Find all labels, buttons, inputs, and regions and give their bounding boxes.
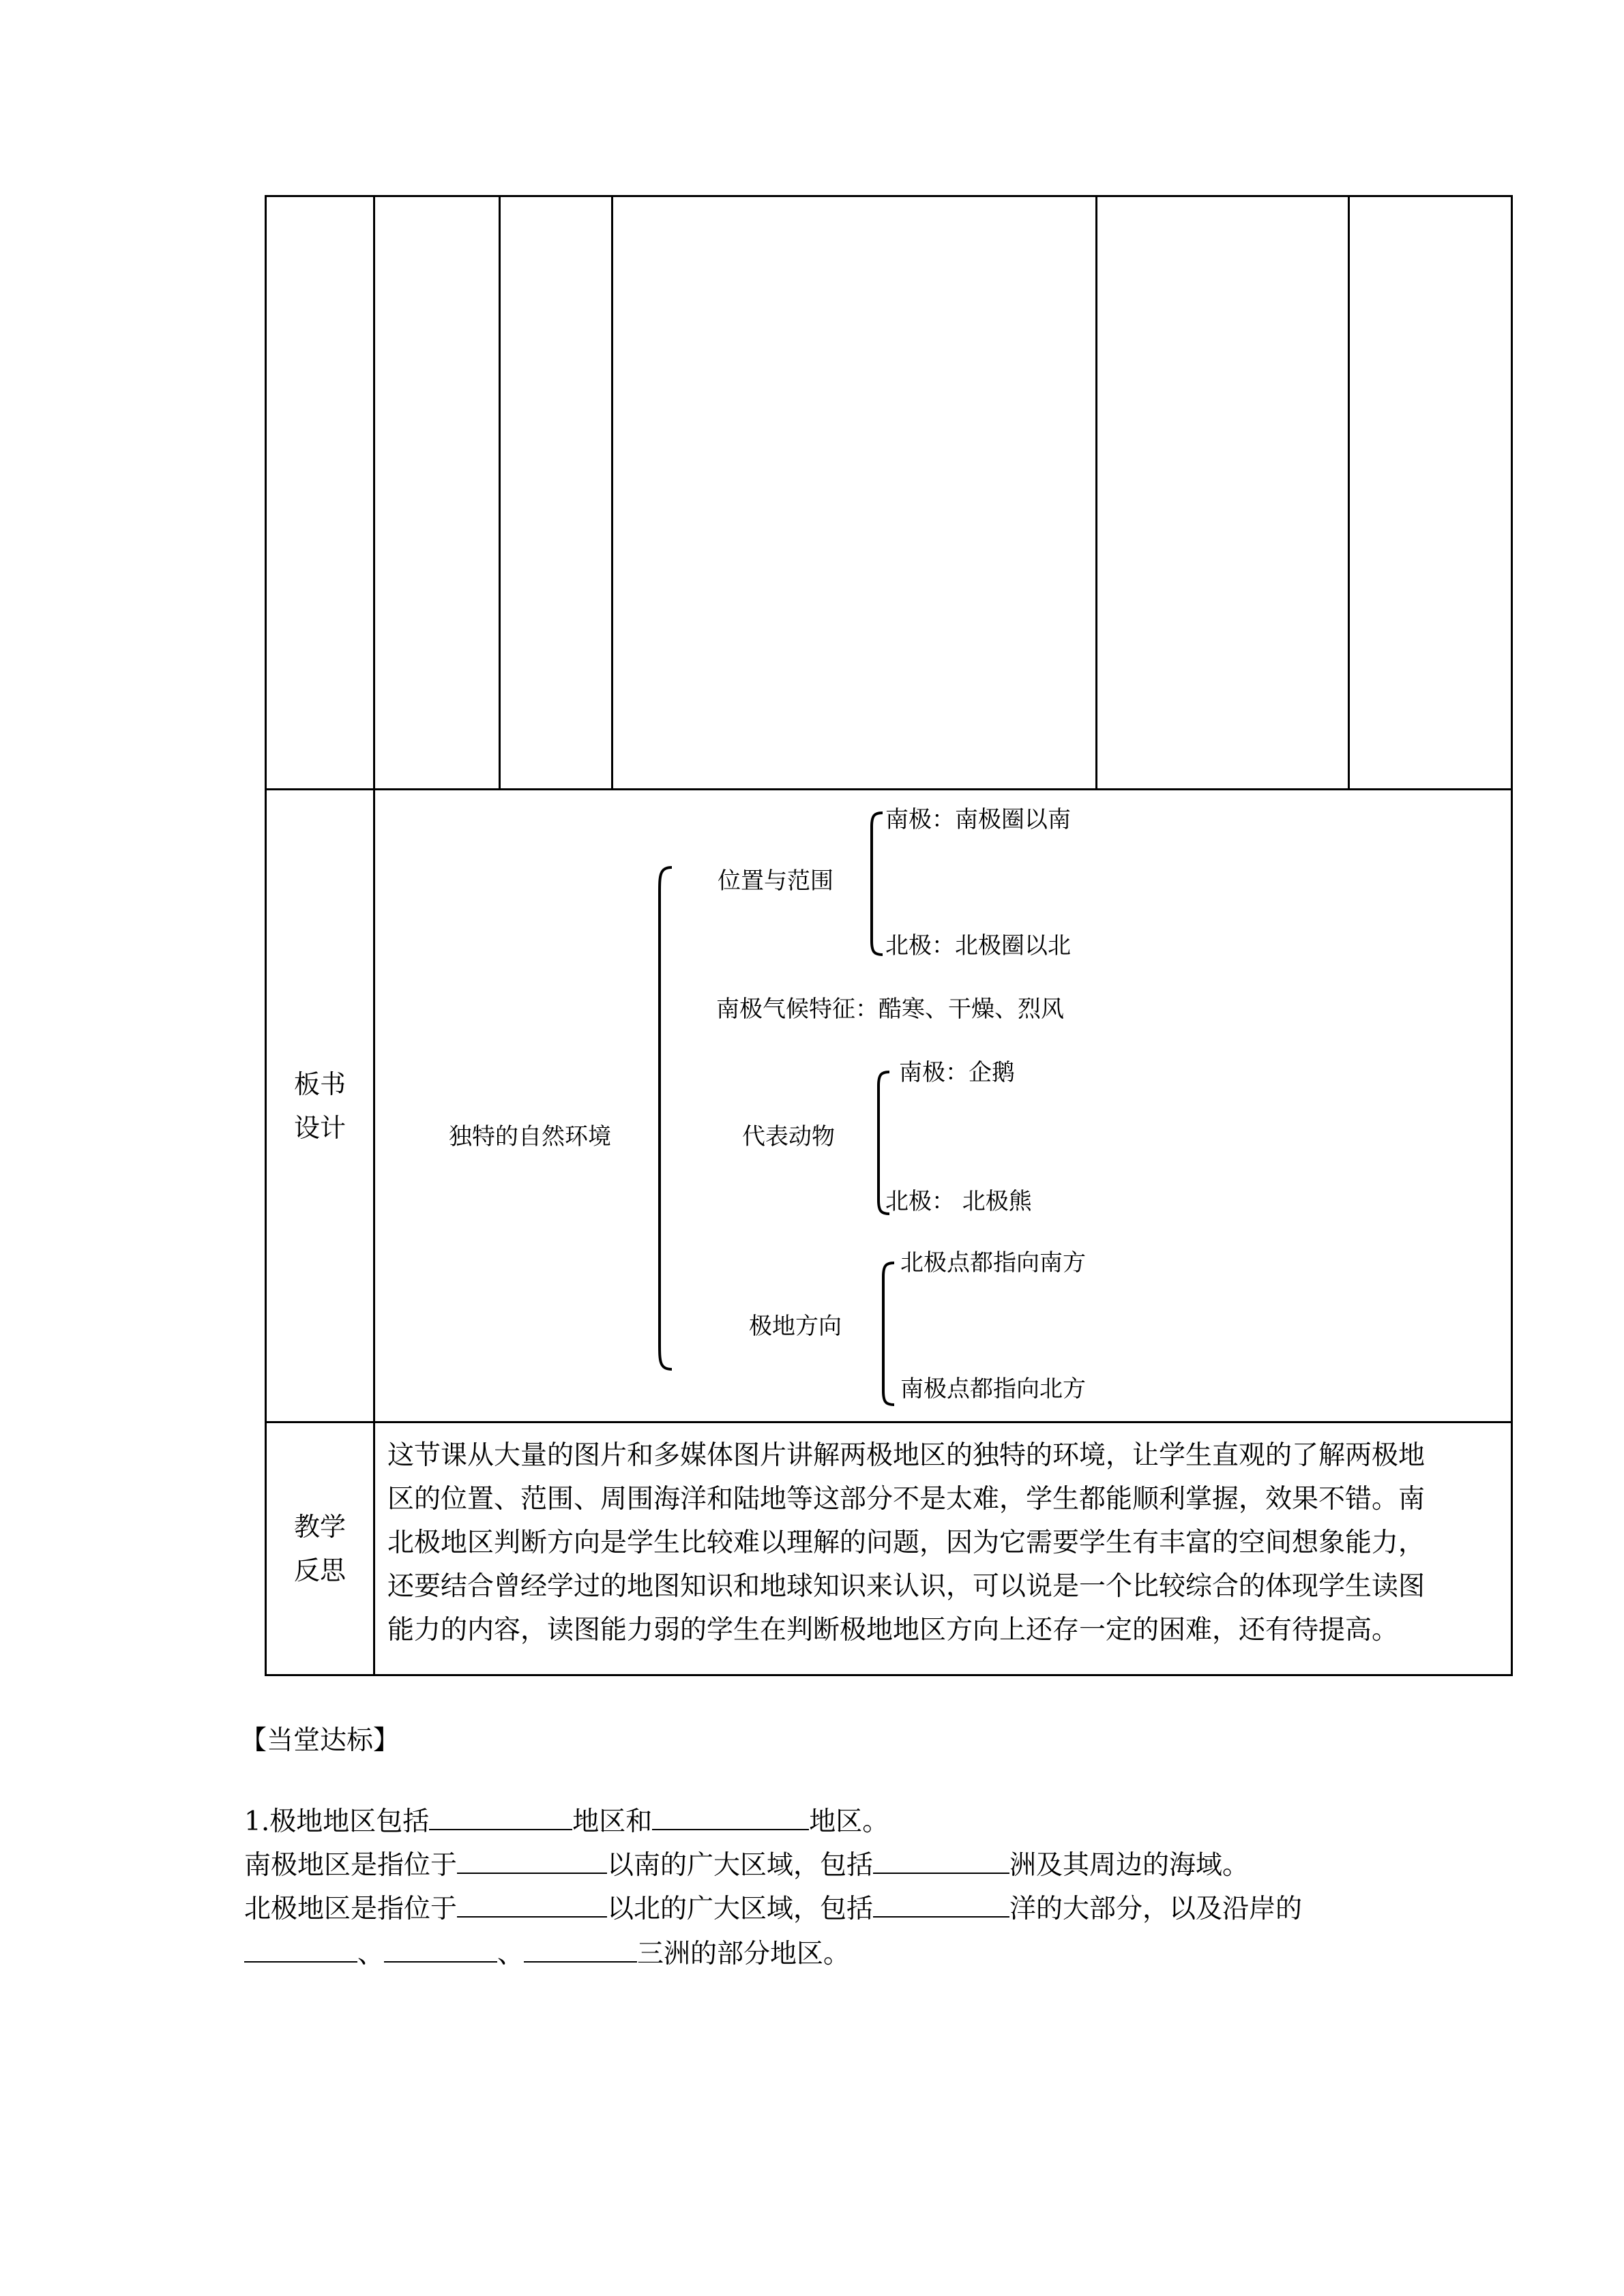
direction-brace [870, 1262, 897, 1406]
reflection-text [387, 1434, 1513, 1652]
reflection-label [267, 1505, 373, 1592]
q3-blank-2[interactable] [873, 1893, 1009, 1918]
table-col-divider-1 [373, 195, 375, 1676]
animals-title: 代表动物 [742, 1123, 835, 1150]
reflection-line: 还要结合曾经学过的地图知识和地球知识来认识，可以说是一个比较综合的体现学生读图 [387, 1571, 1426, 1602]
main-topic: 独特的自然环境 [449, 1123, 611, 1150]
q3-text-c: 洋的大部分，以及沿岸的 [1009, 1894, 1303, 1924]
q3-blank-1[interactable] [457, 1893, 607, 1918]
table-divider-reflection [265, 1421, 1513, 1423]
table-col-divider-4 [1095, 195, 1097, 790]
board-label-line2: 设计 [293, 1113, 346, 1143]
direction-title: 极地方向 [749, 1313, 842, 1340]
reflection-label-line1: 教学 [293, 1512, 346, 1542]
table-col-divider-5 [1348, 195, 1350, 790]
q3-text-b: 以北的广大区域，包括 [607, 1894, 874, 1924]
position-north: 北极：北极圈以北 [885, 932, 1071, 959]
q1-text-b: 地区和 [572, 1806, 653, 1837]
q1-text-c: 地区。 [809, 1806, 889, 1837]
direction-south: 南极点都指向北方 [900, 1375, 1086, 1403]
board-label-line1: 板书 [293, 1069, 346, 1099]
table-border-left [265, 195, 267, 1676]
q3-text-a: 北极地区是指位于 [244, 1894, 458, 1924]
exercise-heading: 【当堂达标】 [240, 1725, 400, 1756]
reflection-line: 北极地区判断方向是学生比较难以理解的问题，因为它需要学生有丰富的空间想象能力， [387, 1527, 1426, 1558]
q4-blank-2[interactable] [384, 1938, 497, 1963]
q2-blank-2[interactable] [873, 1849, 1009, 1874]
board-design-label [267, 1062, 373, 1150]
q4-text-end: 三洲的部分地区。 [637, 1939, 851, 1969]
reflection-line: 能力的内容，读图能力弱的学生在判断极地地区方向上还存一定的困难，还有待提高。 [387, 1615, 1399, 1645]
main-brace [651, 866, 679, 1371]
table-divider-board [265, 788, 1513, 790]
table-border-top [265, 195, 1513, 197]
exercise-q4 [244, 1938, 850, 1971]
exercise-q2 [244, 1849, 1249, 1882]
exercise-q3 [244, 1893, 1302, 1926]
q1-blank-1[interactable] [429, 1806, 572, 1830]
q1-blank-2[interactable] [652, 1806, 809, 1830]
reflection-label-line2: 反思 [293, 1555, 346, 1585]
animals-north: 北极： 北极熊 [885, 1188, 1032, 1215]
exercise-q1 [244, 1806, 889, 1838]
climate-feature: 南极气候特征：酷寒、干燥、烈风 [716, 996, 1064, 1023]
q2-text-a: 南极地区是指位于 [244, 1850, 458, 1881]
reflection-line: 这节课从大量的图片和多媒体图片讲解两极地区的独特的环境，让学生直观的了解两极地 [387, 1440, 1426, 1471]
position-brace [858, 811, 885, 956]
q4-blank-3[interactable] [524, 1938, 637, 1963]
q4-sep-2: 、 [497, 1939, 525, 1969]
q1-text-a: 1.极地地区包括 [244, 1806, 430, 1837]
position-title: 位置与范围 [718, 867, 833, 895]
reflection-line: 区的位置、范围、周围海洋和陆地等这部分不是太难，学生都能顺利掌握，效果不错。南 [387, 1484, 1426, 1515]
q2-text-b: 以南的广大区域，包括 [607, 1850, 874, 1881]
q4-blank-1[interactable] [244, 1938, 357, 1963]
q4-sep-1: 、 [357, 1939, 385, 1969]
q2-text-c: 洲及其周边的海域。 [1009, 1850, 1250, 1881]
table-col-divider-2 [499, 195, 501, 790]
animals-south: 南极：企鹅 [899, 1059, 1015, 1086]
table-col-divider-3 [611, 195, 613, 790]
position-south: 南极：南极圈以南 [885, 806, 1071, 833]
table-border-bottom [265, 1674, 1513, 1676]
direction-north: 北极点都指向南方 [900, 1249, 1086, 1277]
q2-blank-1[interactable] [457, 1849, 607, 1874]
